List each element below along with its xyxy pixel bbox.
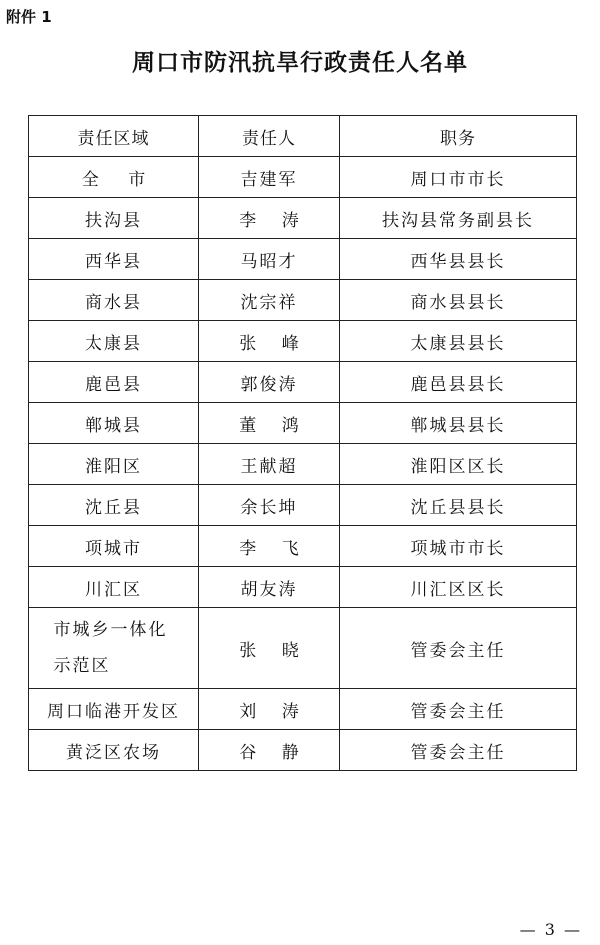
table-row: [29, 730, 577, 771]
table-row: [29, 157, 577, 198]
region-cell: 川汇区: [29, 567, 199, 608]
person-cell: 马昭才: [199, 239, 340, 280]
person-cell: 郭俊涛: [199, 362, 340, 403]
region-cell: 鹿邑县: [29, 362, 199, 403]
region-cell: 黄泛区农场: [29, 730, 199, 771]
column-header-region: 责任区域: [29, 116, 199, 157]
region-cell: 郸城县: [29, 403, 199, 444]
person-cell: 刘 涛: [199, 689, 340, 730]
position-cell: 扶沟县常务副县长: [340, 198, 577, 239]
table-row: [29, 362, 577, 403]
attachment-label: 附件 1: [6, 8, 52, 26]
table-row: [29, 526, 577, 567]
table-row: [29, 280, 577, 321]
position-cell: 管委会主任: [340, 689, 577, 730]
position-cell: 川汇区区长: [340, 567, 577, 608]
table-row: [29, 689, 577, 730]
position-cell: 项城市市长: [340, 526, 577, 567]
table-row: [29, 239, 577, 280]
person-cell: 董 鸿: [199, 403, 340, 444]
person-cell: 胡友涛: [199, 567, 340, 608]
table-row: [29, 321, 577, 362]
region-cell: 全 市: [29, 157, 199, 198]
table-row: [29, 198, 577, 239]
region-cell: [29, 608, 199, 689]
position-cell: 商水县县长: [340, 280, 577, 321]
region-cell: 西华县: [29, 239, 199, 280]
person-cell: 张 晓: [199, 608, 340, 689]
person-cell: 余长坤: [199, 485, 340, 526]
position-cell: 西华县县长: [340, 239, 577, 280]
region-cell-text: [54, 612, 174, 684]
document-title: 周口市防汛抗旱行政责任人名单: [132, 49, 468, 76]
position-cell: 淮阳区区长: [340, 444, 577, 485]
region-cell: 商水县: [29, 280, 199, 321]
region-cell: 扶沟县: [29, 198, 199, 239]
table-row: [29, 608, 577, 689]
table-row: [29, 403, 577, 444]
table-row: [29, 567, 577, 608]
position-cell: 管委会主任: [340, 608, 577, 689]
position-cell: 鹿邑县县长: [340, 362, 577, 403]
person-cell: 沈宗祥: [199, 280, 340, 321]
person-cell: 王献超: [199, 444, 340, 485]
region-cell: 淮阳区: [29, 444, 199, 485]
responsibility-table: [28, 115, 577, 771]
person-cell: 张 峰: [199, 321, 340, 362]
region-line-1: 市城乡一体化: [53, 620, 168, 640]
person-cell: 李 飞: [199, 526, 340, 567]
region-cell: 周口临港开发区: [29, 689, 199, 730]
table-row: [29, 485, 577, 526]
table-header-row: [29, 116, 577, 157]
position-cell: 沈丘县县长: [340, 485, 577, 526]
region-cell: 项城市: [29, 526, 199, 567]
table-row: [29, 444, 577, 485]
position-cell: 郸城县县长: [340, 403, 577, 444]
column-header-person: 责任人: [199, 116, 340, 157]
position-cell: 管委会主任: [340, 730, 577, 771]
position-cell: 太康县县长: [340, 321, 577, 362]
position-cell: 周口市市长: [340, 157, 577, 198]
person-cell: 吉建军: [199, 157, 340, 198]
page-number: — 3 —: [519, 920, 582, 939]
person-cell: 谷 静: [199, 730, 340, 771]
region-line-2: 示范区: [53, 656, 111, 676]
column-header-position: 职务: [340, 116, 577, 157]
region-cell: 沈丘县: [29, 485, 199, 526]
region-cell: 太康县: [29, 321, 199, 362]
person-cell: 李 涛: [199, 198, 340, 239]
